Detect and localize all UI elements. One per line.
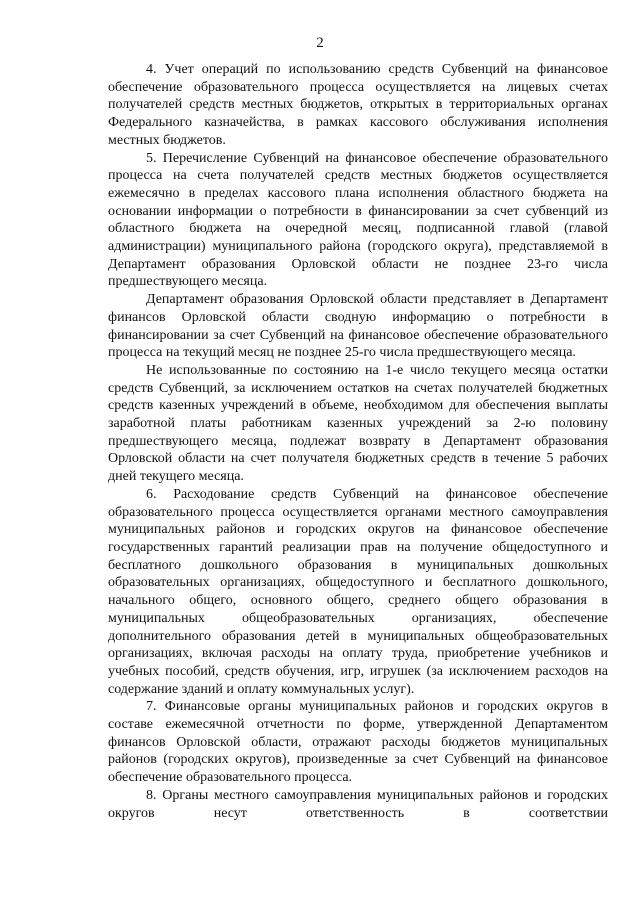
document-body [108,61,608,822]
paragraph-unused-balances: Не использованные по состоянию на 1-е число текущего месяца остатки средств Субвенций, за исключением остатков на счетах получателей бюджетных средств казенных учреждений в объеме, необходимом для обеспечения выплаты заработной платы работникам казенных учреждений за 2-ю половину предшествующего месяца, подлежат возврату в Департамент образования Орловской области на счет получателя бюджетных средств в течение 5 рабочих дней текущего месяца. [108,362,608,485]
paragraph-department-report: Департамент образования Орловской области представляет в Департамент финансов Орловской области сводную информацию о потребности в финансировании за счет Субвенций на финансовое обеспечение образовательного процесса на текущий месяц не позднее 25-го числа предшествующего месяца. [108,292,608,361]
paragraph-item-7: 7. Финансовые органы муниципальных районов и городских округов в составе ежемесячной отчетности по форме, утвержденной Департаментом финансов Орловской области, отражают расходы бюджетов муниципальных районов (городских округов), произведенные за счет Субвенций на финансовое обеспечение образовательного процесса. [108,699,608,786]
paragraph-item-8: 8. Органы местного самоуправления муниципальных районов и городских округов несут ответственность в соответствии [108,787,608,821]
paragraph-item-5: 5. Перечисление Субвенций на финансовое обеспечение образовательного процесса на счета получателей средств местных бюджетов осуществляется ежемесячно в пределах кассового плана исполнения областного бюджета на основании информации о потребности в финансировании за счет субвенций из областного бюджета на очередной месяц, подписанной главой (главой администрации) муниципального района (городского округа), представляемой в Департамент образования Орловской области не позднее 23-го числа предшествующего месяца. [108,150,608,290]
paragraph-item-6: 6. Расходование средств Субвенций на финансовое обеспечение образовательного процесса осуществляется органами местного самоуправления муниципальных районов и городских округов на финансовое обеспечение государственных гарантий реализации прав на получение общедоступного и бесплатного дошкольного образования в муниципальных дошкольных образовательных организациях, общедоступного и бесплатного дошкольного, начального общего, основного общего, среднего общего образования в муниципальных общеобразовательных организациях, обеспечение дополнительного образования детей в муниципальных общеобразовательных организациях, включая расходы на оплату труда, приобретение учебников и учебных пособий, средств обучения, игр, игрушек (за исключением расходов на содержание зданий и оплату коммунальных услуг). [108,486,608,697]
paragraph-item-4: 4. Учет операций по использованию средств Субвенций на финансовое обеспечение образовательного процесса осуществляется на лицевых счетах получателей средств местных бюджетов, открытых в территориальных органах Федерального казначейства, в рамках кассового обслуживания исполнения местных бюджетов. [108,62,608,148]
page-number: 2 [316,35,324,51]
